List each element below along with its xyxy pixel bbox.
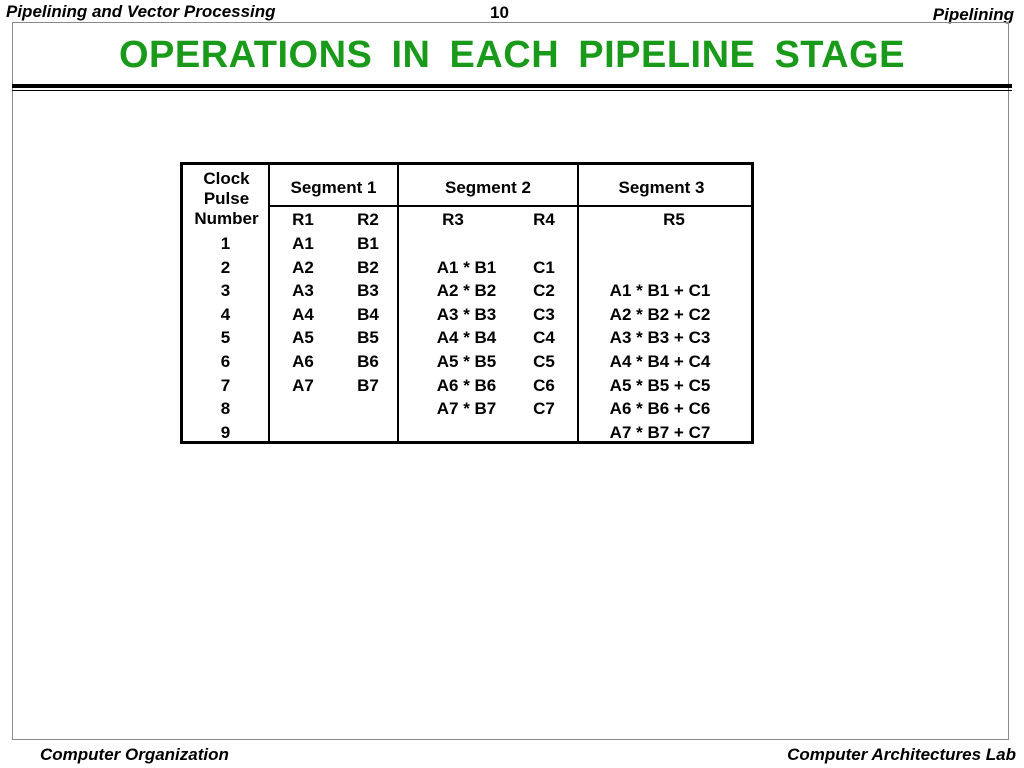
cell-r2: B4 xyxy=(357,304,379,324)
cell-r5: A4 * B4 + C4 xyxy=(609,352,711,371)
table-row xyxy=(183,279,751,302)
cell-r3: A2 * B2 xyxy=(436,281,497,301)
clock-pulse-header xyxy=(183,169,270,229)
title-rule-thick xyxy=(12,84,1012,88)
cell-r1: A1 xyxy=(292,234,314,253)
cell-r1: A4 xyxy=(292,304,314,324)
cell-r1: A3 xyxy=(292,281,314,301)
cell-clock: 7 xyxy=(220,375,231,395)
cell-r4: C5 xyxy=(533,352,555,371)
cell-clock: 6 xyxy=(220,352,231,371)
cell-clock: 4 xyxy=(220,304,231,324)
cell-r4: C3 xyxy=(533,304,555,324)
cell-r2: B6 xyxy=(357,352,379,371)
title-rule-thin xyxy=(12,90,1012,91)
cell-r3: A6 * B6 xyxy=(436,375,497,395)
segment-2-header: Segment 2 xyxy=(445,178,531,197)
cell-clock: 3 xyxy=(220,281,231,301)
cell-r2: B3 xyxy=(357,281,379,301)
cell-r3: A4 * B4 xyxy=(436,328,497,348)
cell-r1: A2 xyxy=(292,257,314,277)
cell-r5: A7 * B7 + C7 xyxy=(609,422,711,442)
clock-header-line: Pulse xyxy=(203,189,250,208)
cell-r1: A5 xyxy=(292,328,314,348)
cell-r4: C6 xyxy=(533,375,555,395)
table-row xyxy=(183,303,751,326)
page-number: 10 xyxy=(490,3,509,22)
register-r1-header: R1 xyxy=(292,210,314,229)
table-row xyxy=(183,256,751,279)
table-row xyxy=(183,374,751,397)
clock-header-line: Clock xyxy=(203,169,250,188)
cell-clock: 5 xyxy=(220,328,231,348)
cell-r3: A5 * B5 xyxy=(436,352,497,371)
cell-r3: A1 * B1 xyxy=(436,257,497,277)
footer-left: Computer Organization xyxy=(40,745,229,764)
clock-header-line: Number xyxy=(194,209,259,228)
cell-r1: A6 xyxy=(292,352,314,371)
register-r2-header: R2 xyxy=(357,210,379,229)
cell-r4: C2 xyxy=(533,281,555,301)
header-divider xyxy=(270,205,751,207)
slide-title: OPERATIONS IN EACH PIPELINE STAGE xyxy=(118,34,906,76)
register-r5-header: R5 xyxy=(663,210,685,229)
cell-r4: C4 xyxy=(533,328,555,348)
table-row xyxy=(183,326,751,349)
table-row xyxy=(183,232,751,255)
cell-r2: B2 xyxy=(357,257,379,277)
cell-r5: A5 * B5 + C5 xyxy=(609,375,711,395)
cell-r2: B5 xyxy=(357,328,379,348)
footer-right: Computer Architectures Lab xyxy=(787,745,1016,764)
cell-r4: C7 xyxy=(533,399,555,419)
cell-r5: A3 * B3 + C3 xyxy=(609,328,711,348)
pipeline-table xyxy=(180,162,754,444)
cell-r1: A7 xyxy=(292,375,314,395)
register-r3-header: R3 xyxy=(442,210,464,229)
cell-clock: 1 xyxy=(220,234,231,253)
header-right-title: Pipelining xyxy=(932,5,1014,24)
cell-clock: 9 xyxy=(220,422,231,442)
table-row xyxy=(183,350,751,373)
segment-1-header: Segment 1 xyxy=(290,178,377,197)
cell-r5: A6 * B6 + C6 xyxy=(609,399,711,419)
cell-clock: 8 xyxy=(220,399,231,419)
segment-3-header: Segment 3 xyxy=(618,178,705,197)
table-row xyxy=(183,421,751,444)
header-left-title: Pipelining and Vector Processing xyxy=(6,2,276,21)
cell-r3: A3 * B3 xyxy=(436,304,497,324)
cell-r2: B1 xyxy=(357,234,379,253)
table-row xyxy=(183,397,751,420)
cell-r3: A7 * B7 xyxy=(436,399,497,419)
cell-r5: A1 * B1 + C1 xyxy=(609,281,711,301)
cell-r5: A2 * B2 + C2 xyxy=(609,304,711,324)
register-r4-header: R4 xyxy=(533,210,555,229)
cell-r4: C1 xyxy=(533,257,555,277)
cell-clock: 2 xyxy=(220,257,231,277)
cell-r2: B7 xyxy=(357,375,379,395)
